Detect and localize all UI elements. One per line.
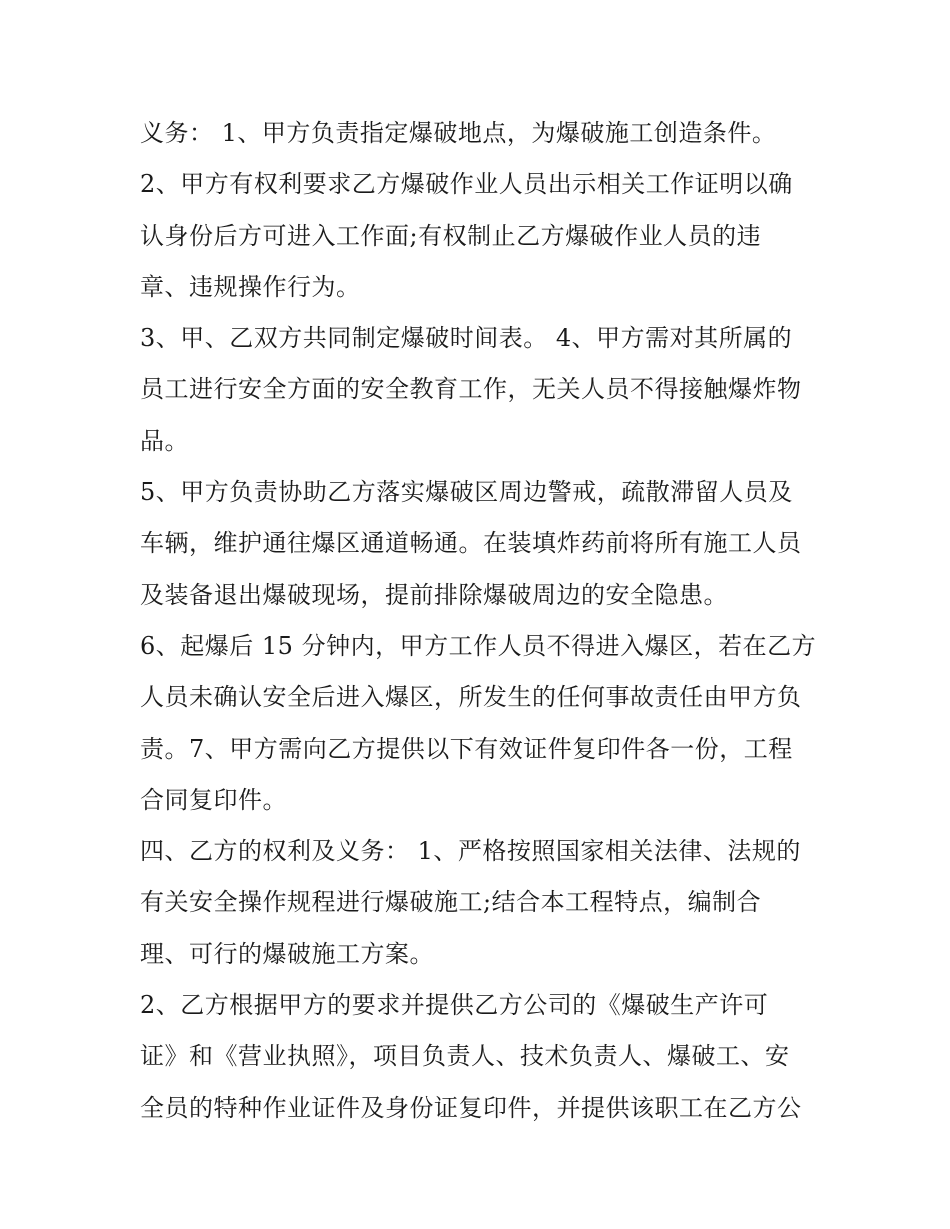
text-line: 5、甲方负责协助乙方落实爆破区周边警戒，疏散滞留人员及: [140, 478, 793, 507]
text-line: 证》和《营业执照》，项目负责人、技术负责人、爆破工、安: [140, 1042, 790, 1071]
text-line: 及装备退出爆破现场，提前排除爆破周边的安全隐患。: [140, 580, 728, 609]
text-line: 2、乙方根据甲方的要求并提供乙方公司的《爆破生产许可: [140, 991, 769, 1020]
text-line: 义务： 1、甲方负责指定爆破地点，为爆破施工创造条件。: [140, 119, 777, 147]
text-line: 6、起爆后 15 分钟内，甲方工作人员不得进入爆区，若在乙方: [140, 631, 817, 660]
text-line: 车辆，维护通往爆区通道畅通。在装填炸药前将所有施工人员: [140, 529, 802, 558]
text-line: 员工进行安全方面的安全教育工作，无关人员不得接触爆炸物: [140, 375, 802, 404]
text-line: 认身份后方可进入工作面;有权制止乙方爆破作业人员的违: [140, 221, 762, 250]
text-line: 责。7、甲方需向乙方提供以下有效证件复印件各一份，工程: [140, 734, 793, 763]
text-line: 章、违规操作行为。: [140, 272, 361, 301]
text-line: 合同复印件。: [140, 785, 287, 814]
document-body: [140, 108, 820, 1134]
text-line: 2、甲方有权利要求乙方爆破作业人员出示相关工作证明以确: [140, 170, 793, 199]
text-line: 理、可行的爆破施工方案。: [140, 939, 434, 968]
text-line: 有关安全操作规程进行爆破施工;结合本工程特点，编制合: [140, 888, 762, 917]
text-line: 品。: [140, 426, 189, 455]
text-line: 全员的特种作业证件及身份证复印件，并提供该职工在乙方公: [140, 1093, 802, 1122]
text-line: 四、乙方的权利及义务： 1、严格按照国家相关法律、法规的: [140, 837, 801, 866]
text-line: 3、甲、乙双方共同制定爆破时间表。 4、甲方需对其所属的: [140, 324, 793, 353]
text-line: 人员未确认安全后进入爆区，所发生的任何事故责任由甲方负: [140, 683, 802, 712]
